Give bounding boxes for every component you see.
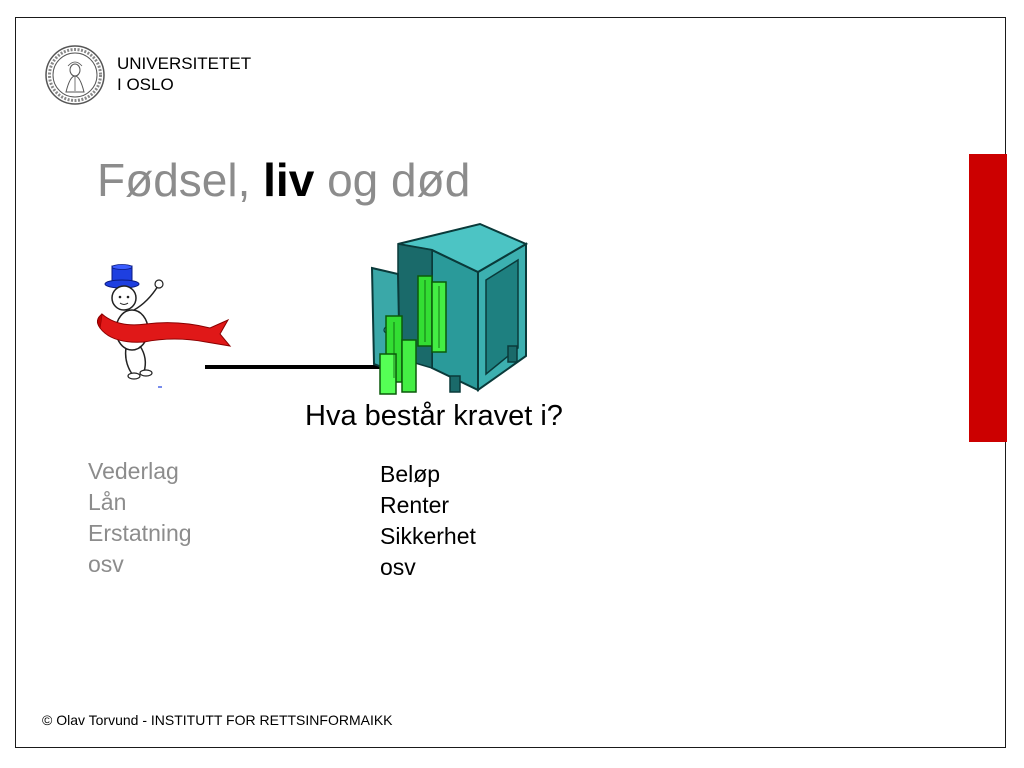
list-item: Vederlag [88, 458, 179, 484]
list-item: Renter [380, 492, 450, 518]
accent-red-bar [969, 154, 1007, 442]
title-part-2: og død [314, 154, 471, 206]
footer-copyright: © Olav Torvund - INSTITUTT FOR RETTSINFORMAIKK [42, 712, 393, 728]
list-item: Beløp [380, 461, 441, 487]
university-name-line1: UNIVERSITETET [117, 54, 252, 73]
list-item: Erstatning [88, 520, 192, 546]
title-emphasis: liv [263, 154, 315, 206]
list-item: Lån [88, 489, 127, 515]
list-item: osv [88, 551, 124, 577]
uio-seal-icon [44, 44, 106, 106]
university-name-line2: I OSLO [117, 75, 174, 94]
title-part-1: Fødsel, [97, 154, 264, 206]
safe-with-money-icon [368, 218, 530, 396]
university-name [117, 53, 251, 95]
baby-with-sash-icon [88, 262, 240, 392]
claim-basis-list [88, 456, 192, 580]
slide-title [97, 153, 470, 207]
claim-content-list [380, 459, 476, 583]
connector-line [205, 365, 385, 369]
list-item: osv [380, 554, 416, 580]
list-item: Sikkerhet [380, 523, 476, 549]
question-heading: Hva består kravet i? [305, 400, 563, 432]
